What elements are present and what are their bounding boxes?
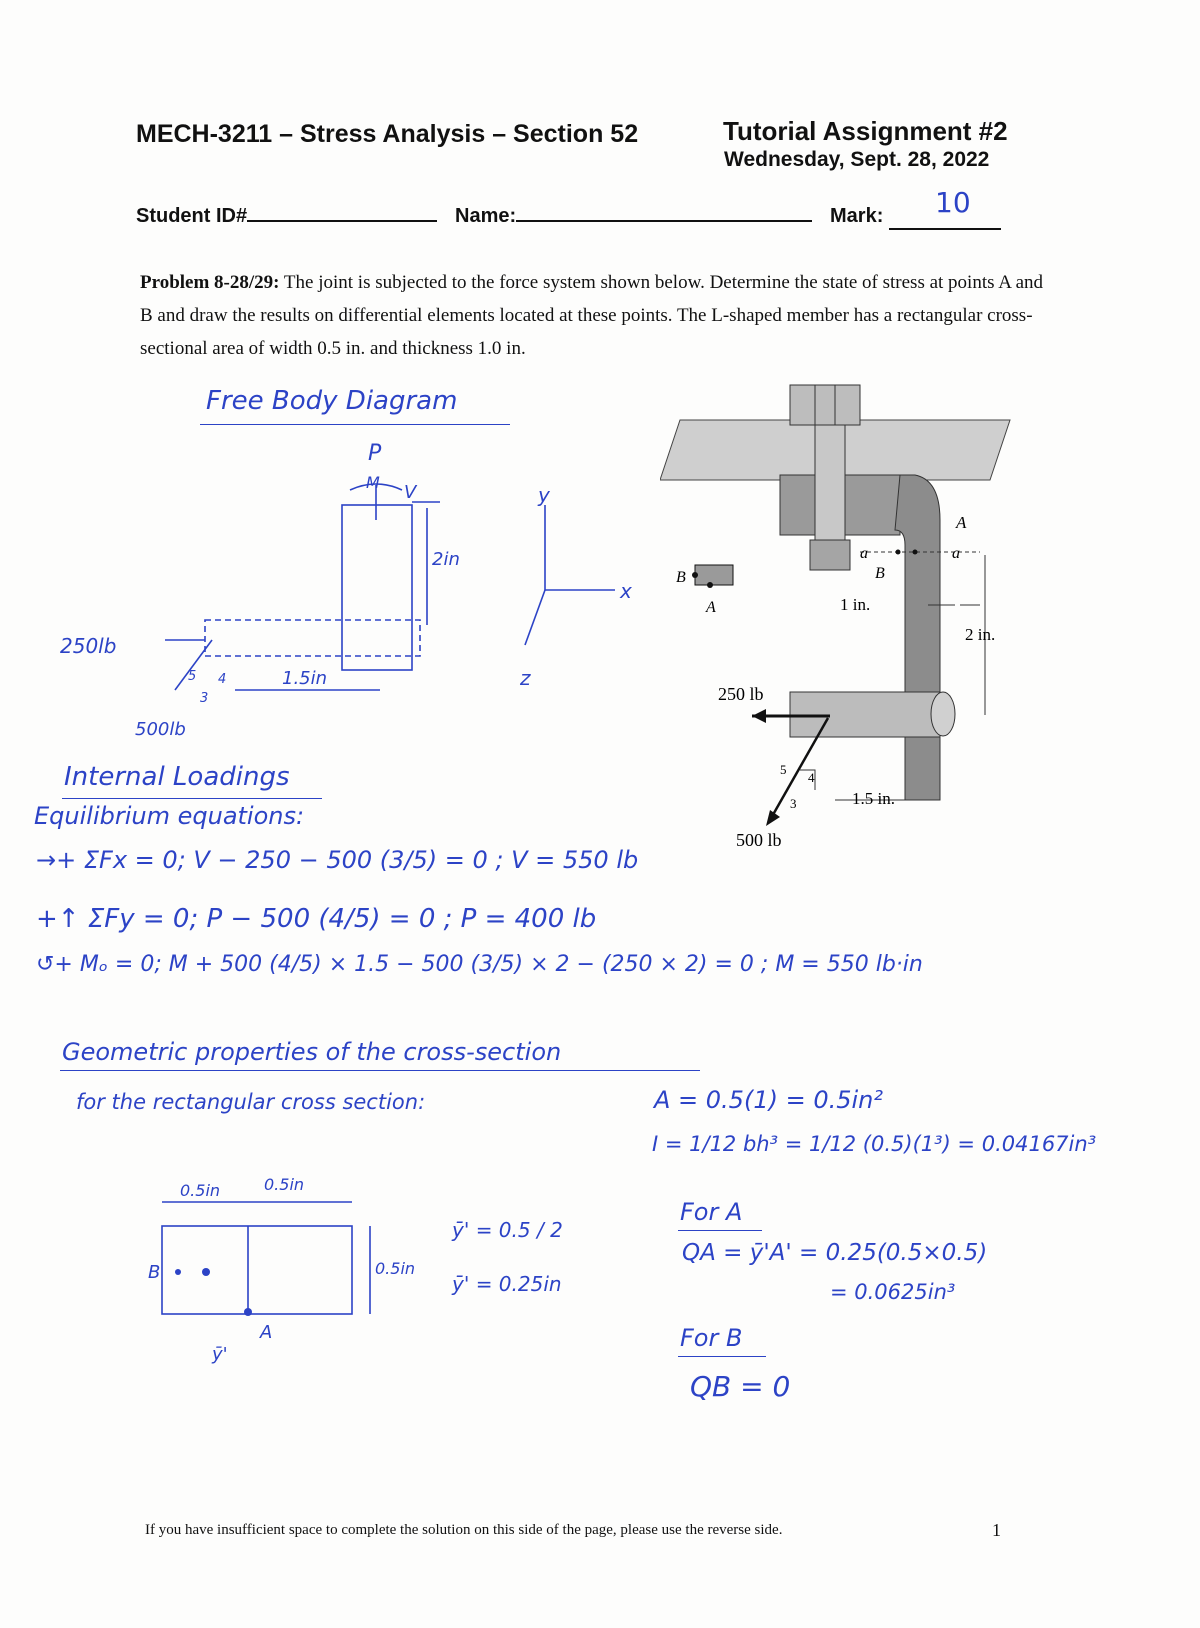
mark-value: 10 [935, 186, 971, 219]
internal-loadings-title: Internal Loadings [64, 762, 290, 792]
force-250-label: 250 lb [718, 684, 764, 704]
tri-4: 4 [808, 770, 815, 785]
fbd-y: y [538, 483, 550, 507]
qb-equation: QB = 0 [690, 1370, 791, 1403]
xs-dim1: 0.5in [180, 1181, 221, 1200]
name-field[interactable] [516, 220, 812, 222]
equation-sum-fx: →+ ΣFx = 0; V − 250 − 500 (3/5) = 0 ; V = 550 lb [36, 846, 639, 874]
tri-5: 5 [780, 762, 787, 777]
footer-note: If you have insufficient space to complete the solution on this side of the page, please use the reverse side. [145, 1522, 783, 1538]
xs-A: A [260, 1322, 273, 1343]
label-A-small: A [706, 599, 716, 616]
assignment-title: Tutorial Assignment #2 [723, 116, 1008, 146]
fbd-4: 4 [218, 672, 227, 687]
fbd-z: z [520, 666, 531, 690]
small-section-element [695, 565, 733, 585]
fbd-M: M [366, 473, 380, 492]
joint-figure [660, 380, 1020, 860]
fbd-1-5in: 1.5in [282, 668, 328, 689]
label-a2: a [952, 545, 960, 562]
geometric-subtitle: for the rectangular cross section: [76, 1090, 426, 1114]
fbd-P: P [368, 441, 382, 466]
label-a1: a [860, 545, 868, 562]
fbd-V: V [404, 482, 417, 503]
fbd-2in: 2in [432, 549, 460, 570]
mark-row [830, 205, 1001, 230]
xs-B: B [148, 1262, 161, 1283]
fbd-250: 250lb [60, 634, 117, 658]
name-row [455, 205, 812, 228]
force-500-label: 500 lb [736, 830, 782, 850]
label-B: B [875, 565, 885, 582]
l-member [895, 475, 940, 800]
dim-1in: 1 in. [840, 595, 871, 614]
bolt-head [790, 385, 860, 425]
problem-text: The joint is subjected to the force system shown below. Determine the state of stress at points A and B and draw the results on differential elements located at these points. The L-shaped member has a rectangular cross-sectional area of width 0.5 in. and thickness 1.0 in. [140, 272, 1044, 359]
dim-1-5in: 1.5 in. [852, 789, 895, 808]
xs-dim2: 0.5in [264, 1175, 305, 1194]
ybar-equation-1: ȳ' = 0.5 / 2 [452, 1218, 563, 1242]
page-number: 1 [992, 1520, 1001, 1540]
course-title: MECH-3211 – Stress Analysis – Section 52 [136, 120, 639, 148]
qa-equation-1: QA = ȳ'A' = 0.25(0.5×0.5) [682, 1240, 988, 1266]
student-id-label: Student ID# [136, 205, 248, 227]
label-B-small: B [676, 569, 686, 586]
mark-label: Mark: [830, 205, 884, 227]
cross-section-sketch [140, 1170, 440, 1380]
area-equation: A = 0.5(1) = 0.5in² [654, 1086, 883, 1114]
xs-ybar: ȳ' [212, 1344, 228, 1365]
fbd-title: Free Body Diagram [206, 386, 458, 416]
equation-sum-mo: ↺+ Mₒ = 0; M + 500 (4/5) × 1.5 − 500 (3/5) × 2 − (250 × 2) = 0 ; M = 550 lb·in [36, 952, 923, 977]
fbd-5: 5 [188, 669, 197, 684]
fbd-3: 3 [200, 691, 209, 706]
for-b-title: For B [680, 1324, 743, 1352]
equation-sum-fy: +↑ ΣFy = 0; P − 500 (4/5) = 0 ; P = 400 lb [36, 904, 597, 934]
name-label: Name: [455, 205, 517, 227]
fbd-x: x [620, 579, 632, 603]
xs-height: 0.5in [375, 1259, 416, 1278]
for-a-title: For A [680, 1198, 743, 1226]
fbd-500: 500lb [135, 719, 186, 740]
qa-equation-2: = 0.0625in³ [830, 1280, 956, 1304]
dim-2in: 2 in. [965, 625, 996, 644]
student-id-field[interactable] [247, 220, 437, 222]
tri-3: 3 [790, 796, 797, 811]
equilibrium-title: Equilibrium equations: [34, 802, 305, 830]
assignment-date: Wednesday, Sept. 28, 2022 [724, 148, 990, 171]
fbd-sketch [60, 440, 660, 750]
label-A-top: A [956, 513, 967, 532]
ybar-equation-2: ȳ' = 0.25in [452, 1272, 562, 1296]
inertia-equation: I = 1/12 bh³ = 1/12 (0.5)(1³) = 0.04167in³ [652, 1132, 1097, 1156]
problem-label: Problem 8-28/29: [140, 272, 280, 293]
student-id-row [136, 205, 437, 228]
geometric-title: Geometric properties of the cross-section [62, 1038, 562, 1066]
problem-statement [140, 266, 1052, 365]
